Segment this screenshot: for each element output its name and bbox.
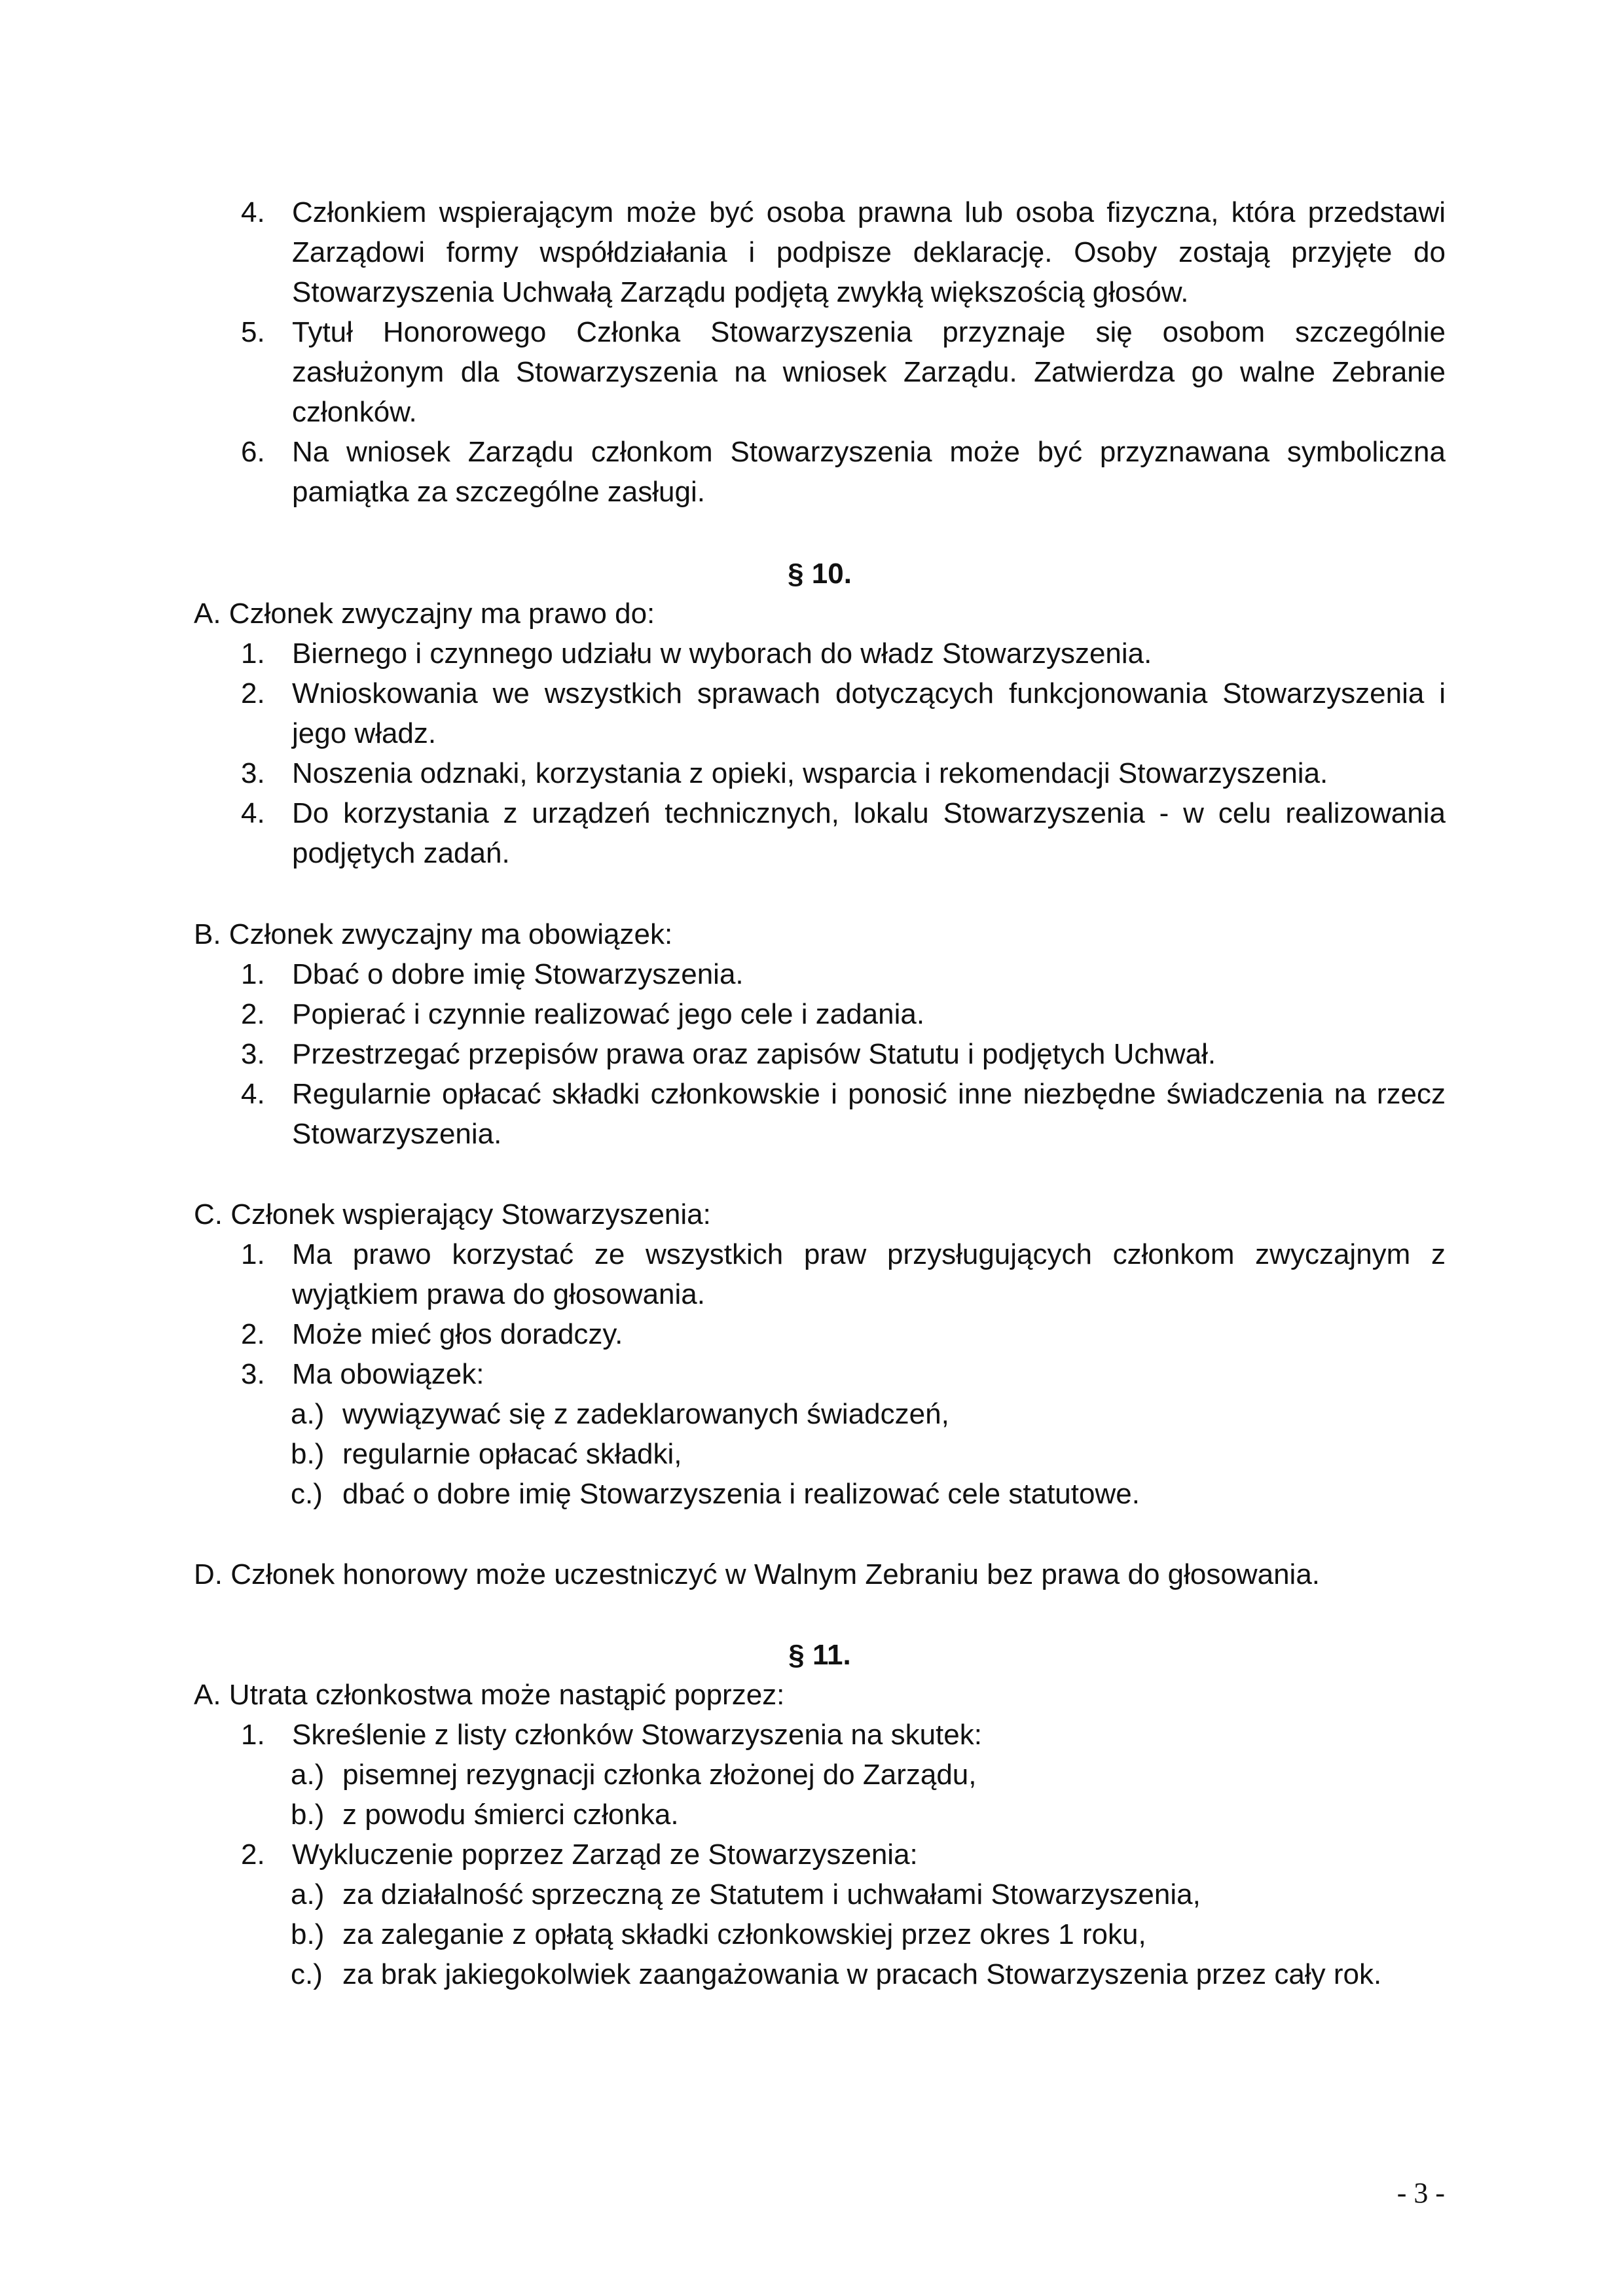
- subsection-title: A. Utrata członkostwa może nastąpić poprzez:: [194, 1679, 785, 1711]
- sub-list-item: [194, 1874, 1446, 1914]
- sub-list-item: [194, 1755, 1446, 1795]
- sub-list-text: za brak jakiegokolwiek zaangażowania w pracach Stowarzyszenia przez cały rok.: [342, 1958, 1382, 1990]
- list-text: Przestrzegać przepisów prawa oraz zapisów Statutu i podjętych Uchwał.: [292, 1038, 1216, 1070]
- section-10-d: [194, 1554, 1446, 1594]
- section-10-a: [194, 594, 1446, 873]
- sub-list-letter: a.): [291, 1878, 325, 1910]
- list-number: 4.: [241, 196, 265, 228]
- list-item: [194, 432, 1446, 512]
- sub-list-item: [194, 1914, 1446, 1954]
- list-text: Wykluczenie poprzez Zarząd ze Stowarzyszenia:: [292, 1839, 918, 1871]
- list-number: 3.: [241, 1038, 265, 1070]
- list-text: Wnioskowania we wszystkich sprawach dotyczących funkcjonowania Stowarzyszenia i jego władz.: [292, 677, 1446, 749]
- list-text: Może mieć głos doradczy.: [292, 1318, 623, 1350]
- list-text: Do korzystania z urządzeń technicznych, lokalu Stowarzyszenia - w celu realizowania podjętych zadań.: [292, 797, 1446, 869]
- sub-list-item: [194, 1795, 1446, 1835]
- sub-list-letter: a.): [291, 1759, 325, 1791]
- list-text: Popierać i czynnie realizować jego cele i zadania.: [292, 998, 925, 1030]
- sub-list-text: za zaleganie z opłatą składki członkowskiej przez okres 1 roku,: [342, 1918, 1146, 1950]
- sub-list-text: z powodu śmierci członka.: [342, 1799, 679, 1831]
- list-text: Ma prawo korzystać ze wszystkich praw przysługujących członkom zwyczajnym z wyjątkiem prawa do głosowania.: [292, 1238, 1446, 1310]
- membership-list: [194, 192, 1446, 512]
- subsection-title: C. Członek wspierający Stowarzyszenia:: [194, 1198, 711, 1230]
- list-item: [194, 1835, 1446, 1874]
- list-number: 5.: [241, 316, 265, 348]
- list-number: 4.: [241, 1078, 265, 1110]
- sub-list-item: [194, 1394, 1446, 1434]
- list-text: Ma obowiązek:: [292, 1358, 484, 1390]
- list-item: [194, 312, 1446, 432]
- sub-list-text: dbać o dobre imię Stowarzyszenia i realizować cele statutowe.: [342, 1478, 1140, 1510]
- list-text: Członkiem wspierającym może być osoba prawna lub osoba fizyczna, która przedstawi Zarządowi formy współdziałania i podpisze deklarację. Osoby zostają przyjęte do Stowarzyszenia Uchwałą Zarządu podjętą zwykłą większością głosów.: [292, 196, 1446, 308]
- list-number: 6.: [241, 436, 265, 468]
- list-item: [194, 1354, 1446, 1394]
- list-number: 1.: [241, 958, 265, 990]
- section-10-b: [194, 914, 1446, 1154]
- sub-list-letter: a.): [291, 1398, 325, 1430]
- list-text: Tytuł Honorowego Członka Stowarzyszenia przyznaje się osobom szczególnie zasłużonym dla Stowarzyszenia na wniosek Zarządu. Zatwierdza go walne Zebranie członków.: [292, 316, 1446, 428]
- sub-list-text: regularnie opłacać składki,: [342, 1438, 682, 1470]
- list-item: [194, 1234, 1446, 1314]
- sub-list-letter: b.): [291, 1799, 325, 1831]
- list-text: Regularnie opłacać składki członkowskie i ponosić inne niezbędne świadczenia na rzecz Stowarzyszenia.: [292, 1078, 1446, 1150]
- subsection-title: B. Członek zwyczajny ma obowiązek:: [194, 918, 673, 950]
- list-item: [194, 1074, 1446, 1154]
- sub-list-letter: c.): [291, 1478, 323, 1510]
- list-text: Na wniosek Zarządu członkom Stowarzyszenia może być przyznawana symboliczna pamiątka za szczególne zasługi.: [292, 436, 1446, 508]
- list-item: [194, 1314, 1446, 1354]
- list-number: 2.: [241, 998, 265, 1030]
- list-text: Noszenia odznaki, korzystania z opieki, wsparcia i rekomendacji Stowarzyszenia.: [292, 757, 1328, 789]
- section-11-a: [194, 1675, 1446, 1994]
- section-10-heading: § 10.: [788, 558, 852, 590]
- subsection-title: A. Członek zwyczajny ma prawo do:: [194, 598, 655, 630]
- sub-list-text: pisemnej rezygnacji członka złożonej do Zarządu,: [342, 1759, 977, 1791]
- list-number: 1.: [241, 1719, 265, 1751]
- list-item: [194, 634, 1446, 673]
- sub-list-letter: c.): [291, 1958, 323, 1990]
- list-number: 1.: [241, 637, 265, 670]
- list-text: Skreślenie z listy członków Stowarzyszenia na skutek:: [292, 1719, 982, 1751]
- subsection-title: D. Członek honorowy może uczestniczyć w Walnym Zebraniu bez prawa do głosowania.: [194, 1558, 1321, 1590]
- page-number: - 3 -: [1396, 2177, 1445, 2209]
- list-item: [194, 1715, 1446, 1755]
- list-item: [194, 673, 1446, 753]
- list-item: [194, 1034, 1446, 1074]
- section-10-c: [194, 1194, 1446, 1514]
- list-item: [194, 994, 1446, 1034]
- list-number: 1.: [241, 1238, 265, 1270]
- sub-list-text: wywiązywać się z zadeklarowanych świadczeń,: [342, 1398, 949, 1430]
- list-item: [194, 753, 1446, 793]
- list-number: 2.: [241, 1318, 265, 1350]
- list-number: 2.: [241, 1839, 265, 1871]
- list-number: 2.: [241, 677, 265, 709]
- sub-list-item: [194, 1474, 1446, 1514]
- list-text: Biernego i czynnego udziału w wyborach do władz Stowarzyszenia.: [292, 637, 1152, 670]
- sub-list-item: [194, 1954, 1446, 1994]
- list-item: [194, 192, 1446, 312]
- list-text: Dbać o dobre imię Stowarzyszenia.: [292, 958, 744, 990]
- list-number: 3.: [241, 1358, 265, 1390]
- list-number: 4.: [241, 797, 265, 829]
- list-item: [194, 793, 1446, 873]
- section-11-heading: § 11.: [788, 1639, 851, 1671]
- sub-list-text: za działalność sprzeczną ze Statutem i uchwałami Stowarzyszenia,: [342, 1878, 1201, 1910]
- list-item: [194, 954, 1446, 994]
- list-number: 3.: [241, 757, 265, 789]
- sub-list-item: [194, 1434, 1446, 1474]
- sub-list-letter: b.): [291, 1918, 325, 1950]
- sub-list-letter: b.): [291, 1438, 325, 1470]
